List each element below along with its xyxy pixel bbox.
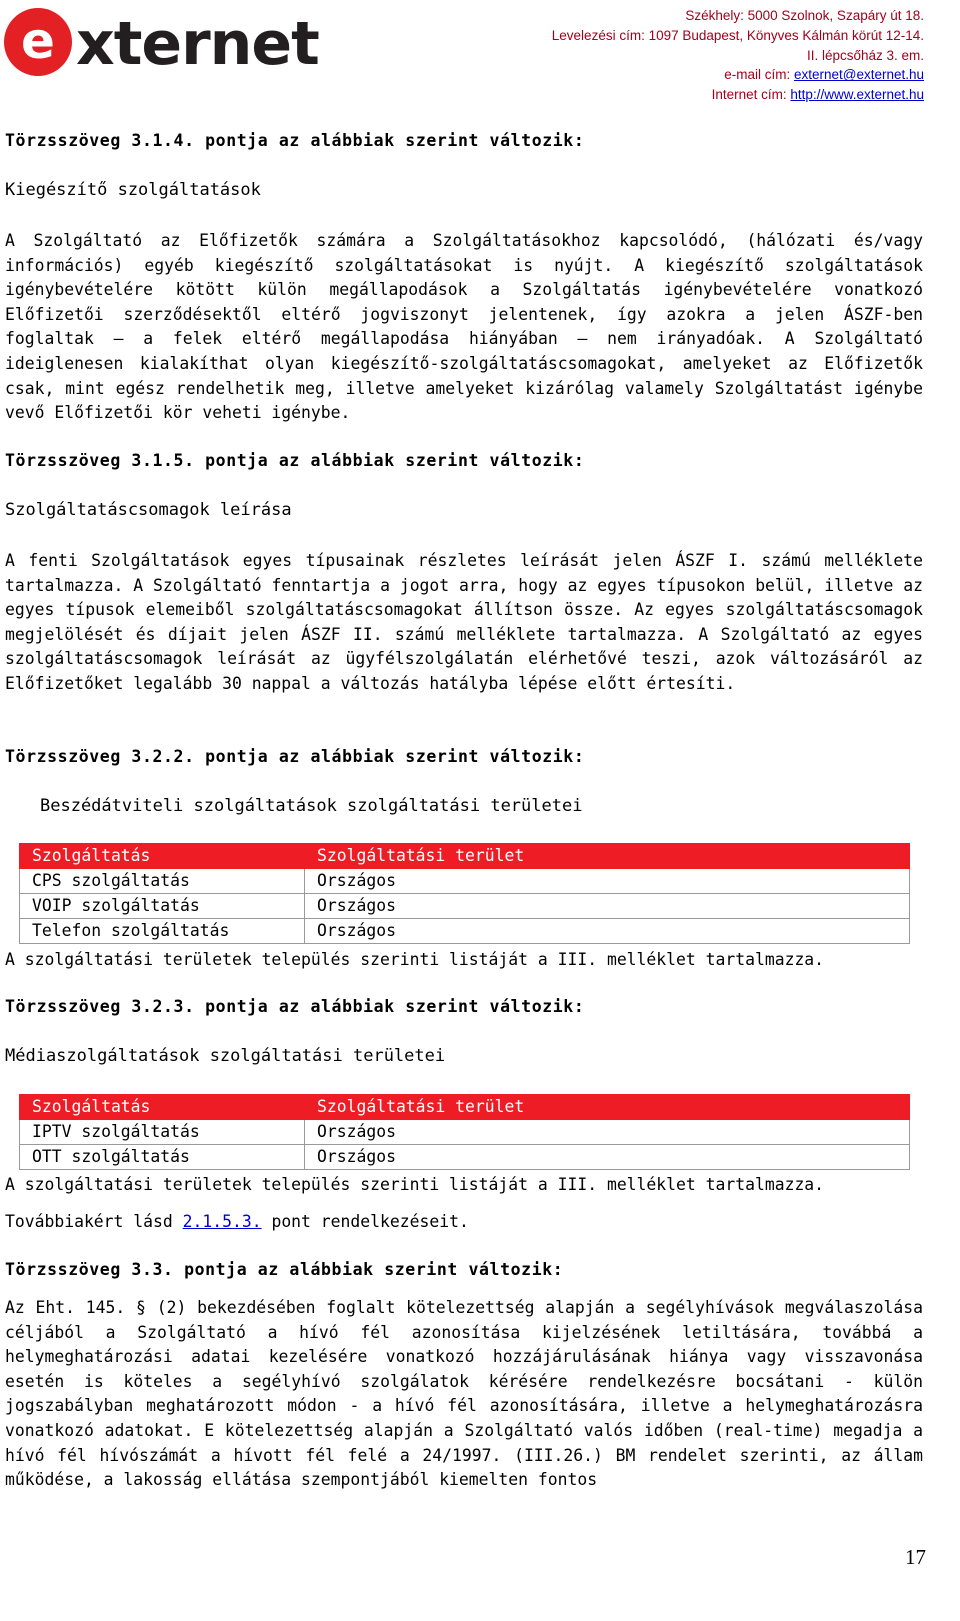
web-row: [552, 85, 924, 105]
section-heading-3-1-4: Törzsszöveg 3.1.4. pontja az alábbiak szerint változik:: [5, 131, 585, 150]
table-row: [20, 1120, 910, 1145]
web-link[interactable]: http://www.externet.hu: [790, 87, 924, 103]
table-header-cell: Szolgáltatás: [20, 844, 305, 869]
table-header-row: [20, 1095, 910, 1120]
table-row: [20, 869, 910, 894]
svg-text:e: e: [21, 12, 55, 70]
section-subtitle-beszedatviteli: Beszédátviteli szolgáltatások szolgáltatási területei: [40, 796, 583, 816]
table-note-voice: A szolgáltatási területek település szerinti listáját a III. melléklet tartalmazza.: [5, 950, 825, 969]
section-text-3-3: Az Eht. 145. § (2) bekezdésében foglalt kötelezettség alapján a segélyhívások megválaszolása céljából a Szolgáltató a hívó fél azonosítása kijelzésének letiltására, továbbá a helymeghatározási adatai kezelésére vonatkozó hozzájárulásának hiánya vagy visszavonása esetén is köteles a segélyhívó szolgálatok kérésére rendelkezésre bocsátani - külön jogszabályban meghatározott módon - a hívó fél azonosítására, illetve a helymeghatározásra vonatkozó adatokat. E kötelezettség alapján a Szolgáltató valós időben (real-time) megadja a hívó fél hívószámát a hívott fél felé a 24/1997. (III.26.) BM rendelet szerinti, az állam működése, a lakosság ellátása szempontjából kiemelten fontos: [5, 1298, 923, 1490]
table-note-media: A szolgáltatási területek település szerinti listáját a III. melléklet tartalmazza.: [5, 1175, 825, 1194]
address-line-1: Székhely: 5000 Szolnok, Szapáry út 18.: [685, 8, 924, 23]
email-link[interactable]: externet@externet.hu: [793, 67, 924, 83]
table-row: [20, 919, 910, 944]
email-row: [552, 65, 924, 85]
section-heading-3-2-2: Törzsszöveg 3.2.2. pontja az alábbiak szerint változik:: [5, 747, 585, 766]
section-subtitle-kiegeszito: Kiegészítő szolgáltatások: [5, 180, 261, 200]
table-row: [20, 1145, 910, 1170]
table-cell: Országos: [305, 1120, 910, 1145]
section-subtitle-media: Médiaszolgáltatások szolgáltatási területei: [5, 1046, 446, 1066]
table-header-cell: Szolgáltatási terület: [305, 844, 910, 869]
table-cell: Telefon szolgáltatás: [20, 919, 305, 944]
externet-logo: [2, 2, 374, 78]
reference-line: [5, 1210, 923, 1235]
page-number: 17: [905, 1545, 926, 1569]
table-cell: Országos: [305, 1145, 910, 1170]
email-label: e-mail cím:: [724, 67, 794, 83]
table-header-cell: Szolgáltatási terület: [305, 1095, 910, 1120]
address-line-3: II. lépcsőház 3. em.: [806, 47, 924, 63]
table-header-cell: Szolgáltatás: [20, 1095, 305, 1120]
section-heading-3-1-5: Törzsszöveg 3.1.5. pontja az alábbiak szerint változik:: [5, 451, 585, 470]
address-line-2: Levelezési cím: 1097 Budapest, Könyves Kálmán körút 12-14.: [551, 27, 924, 43]
section-text-3-1-5: A fenti Szolgáltatások egyes típusainak részletes leírását jelen ÁSZF I. számú melléklete tartalmazza. A Szolgáltató fenntartja a jogot arra, hogy az egyes típusokon belül, illetve az egyes típusok elemeiből szolgáltatáscsomagokat állítson össze. Az egyes szolgáltatáscsomagok megjelölését és díjait jelen ÁSZF II. számú melléklete tartalmazza. A Szolgáltató az egyes szolgáltatáscsomagok leírását az ügyfélszolgálatán elérhetővé teszi, azok változásáról az Előfizetőket legalább 30 nappal a változás hatályba lépése előtt értesíti.: [5, 551, 923, 693]
svg-text:xternet: xternet: [76, 9, 319, 78]
table-cell: CPS szolgáltatás: [20, 869, 305, 894]
table-cell: Országos: [305, 919, 910, 944]
section-reference-link[interactable]: 2.1.5.3.: [182, 1212, 262, 1231]
section-heading-3-3: Törzsszöveg 3.3. pontja az alábbiak szerint változik:: [5, 1260, 564, 1279]
section-heading-3-2-3: Törzsszöveg 3.2.3. pontja az alábbiak szerint változik:: [5, 997, 585, 1016]
service-area-table-media: [19, 1094, 910, 1170]
contact-info: [552, 6, 924, 105]
table-cell: IPTV szolgáltatás: [20, 1120, 305, 1145]
table-cell: VOIP szolgáltatás: [20, 894, 305, 919]
web-label: Internet cím:: [711, 87, 791, 103]
table-cell: Országos: [305, 869, 910, 894]
section-subtitle-csomagok: Szolgáltatáscsomagok leírása: [5, 500, 292, 520]
reference-text-after: pont rendelkezéseit.: [261, 1212, 469, 1231]
reference-text-before: Továbbiakért lásd: [5, 1212, 183, 1231]
table-cell: OTT szolgáltatás: [20, 1145, 305, 1170]
table-row: [20, 894, 910, 919]
table-header-row: [20, 844, 910, 869]
service-area-table-voice: [19, 843, 910, 944]
section-text-3-1-4: A Szolgáltató az Előfizetők számára a Szolgáltatásokhoz kapcsolódó, (hálózati és/vagy információs) egyéb kiegészítő szolgáltatásokat is nyújt. A kiegészítő szolgáltatások igénybevételére kötött külön megállapodások a Szolgáltatás igénybevételére vonatkozó Előfizetői szerződésektől eltérő jogviszonyt jelentenek, így azokra a jelen ÁSZF-ben foglaltak – a felek eltérő megállapodása hiányában – nem irányadóak. A Szolgáltató ideiglenesen kialakíthat olyan kiegészítő-szolgáltatáscsomagokat, amelyeket az Előfizetők csak, mint egész rendelhetik meg, illetve amelyeket kizárólag valamely Szolgáltatást igénybe vevő Előfizetői kör veheti igénybe.: [5, 231, 923, 423]
table-cell: Országos: [305, 894, 910, 919]
